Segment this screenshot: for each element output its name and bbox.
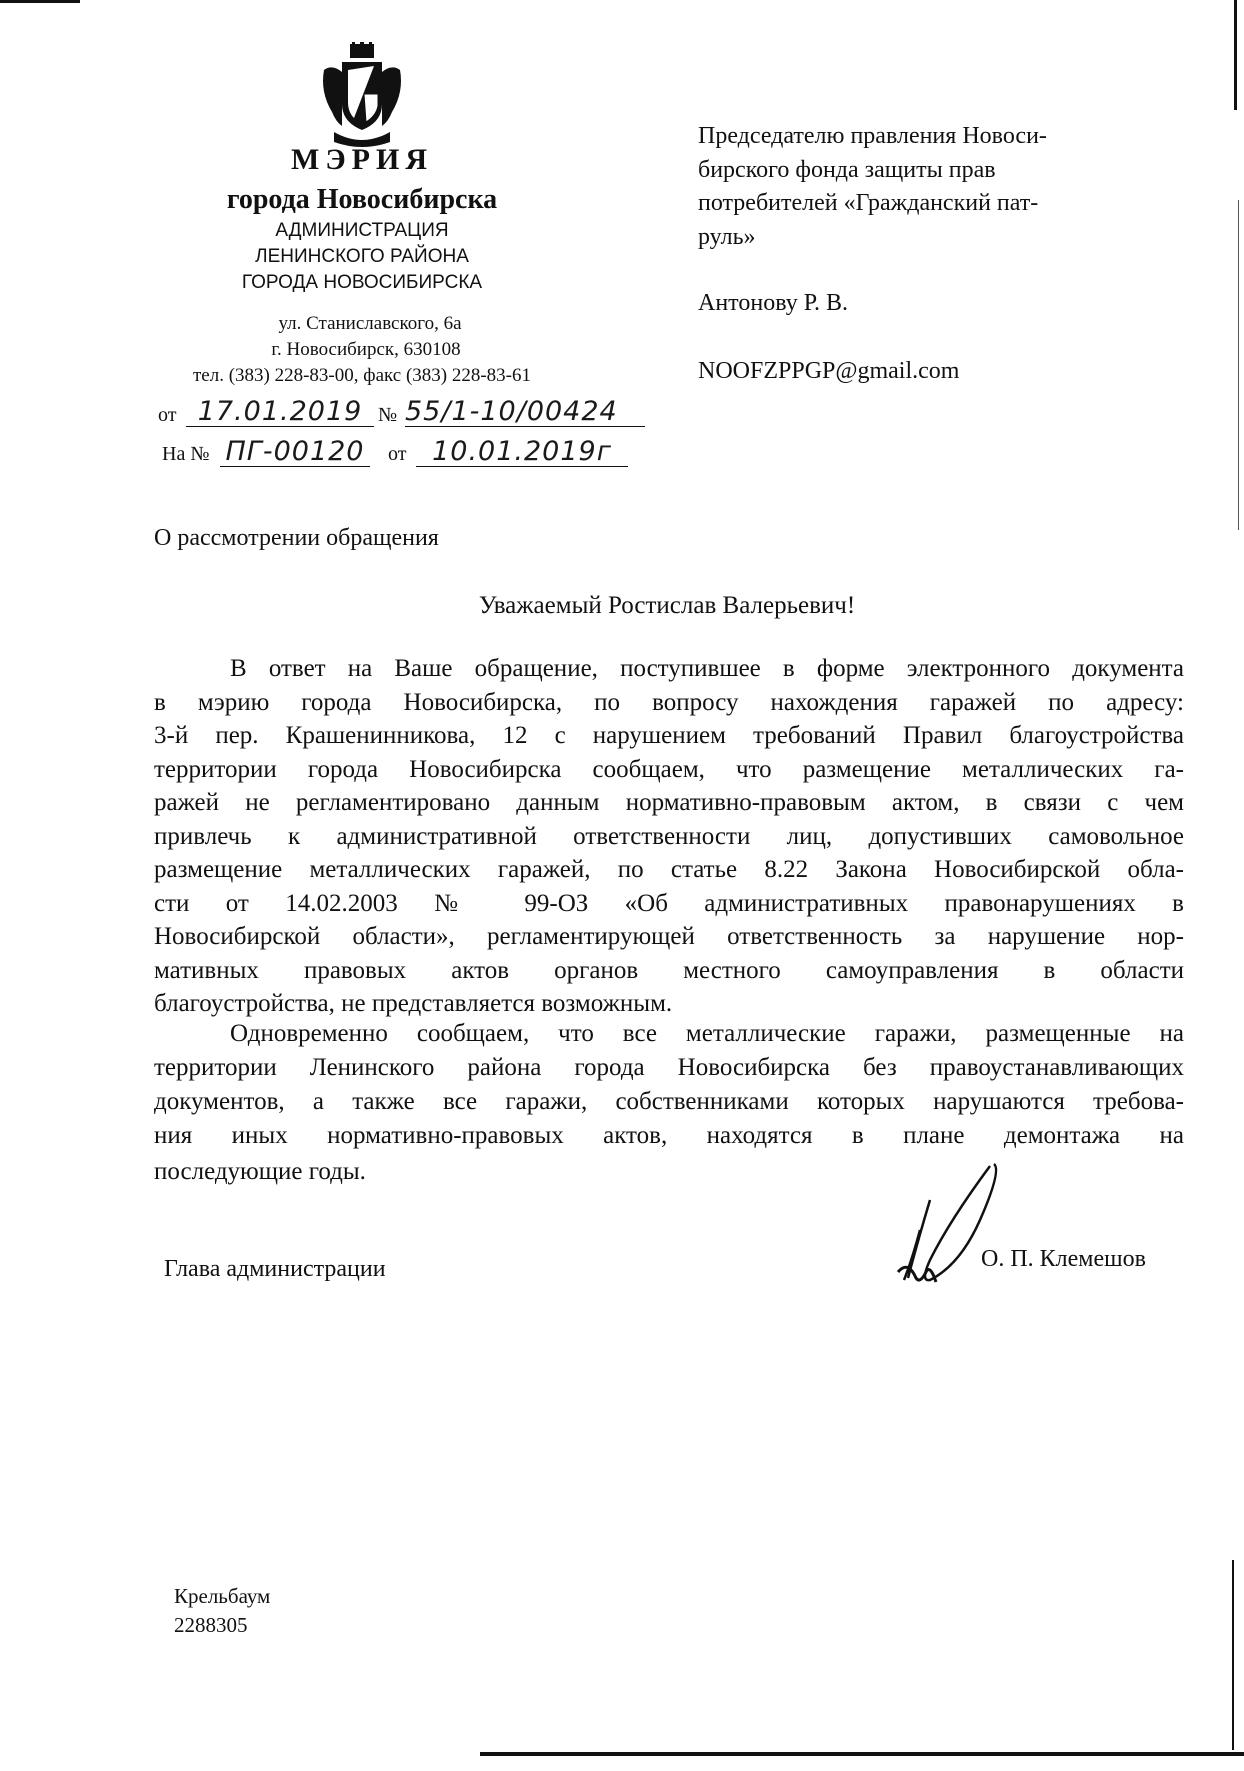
reply-number: ПГ-00120 — [220, 436, 370, 467]
body-line: В ответ на Ваше обращение, поступившее в форме электронного документа — [230, 655, 1184, 682]
letterhead-phone-line: тел. (383) 228-83-00, факс (383) 228-83-61 — [192, 365, 532, 386]
scan-edge-bottom — [480, 1752, 1244, 1756]
scan-edge-top-left — [0, 0, 80, 3]
letterhead-dept-line: ЛЕНИНСКОГО РАЙОНА — [255, 246, 469, 267]
executor-name: Крельбаум — [174, 1584, 271, 1608]
executor-phone: 2288305 — [174, 1613, 248, 1637]
body-line: территории города Новосибирска сообщаем, что размещение металлических га- — [154, 756, 1184, 783]
body-line: привлечь к административной ответственности лиц, допустивших самовольное — [154, 823, 1184, 850]
body-line: ния иных нормативно-правовых актов, находятся в плане демонтажа на — [154, 1122, 1184, 1149]
ref-from-label: от — [158, 404, 177, 426]
scan-edge-right-top — [1234, 0, 1237, 110]
body-line: документов, а также все гаражи, собственниками которых нарушаются требова- — [154, 1088, 1184, 1115]
body-line: в мэрию города Новосибирска, по вопросу нахождения гаражей по адресу: — [154, 689, 1184, 716]
recipient-name: Антонову Р. В. — [698, 290, 849, 316]
letterhead-address-line: г. Новосибирск, 630108 — [271, 339, 461, 360]
letterhead-dept-line: ГОРОДА НОВОСИБИРСКА — [241, 272, 483, 293]
reply-date: 10.01.2019г — [416, 436, 628, 467]
recipient-block — [698, 120, 1047, 254]
recipient-email: NOOFZPPGP@gmail.com — [698, 358, 960, 384]
recipient-line: руль» — [698, 223, 756, 250]
ref-date: 17.01.2019 — [186, 396, 374, 427]
recipient-line: Председателю правления Новоси- — [698, 123, 1047, 149]
subject: О рассмотрении обращения — [154, 525, 439, 551]
body-line: благоустройства, не представляется возможным. — [154, 990, 673, 1017]
letterhead-dept-line: АДМИНИСТРАЦИЯ — [275, 220, 449, 241]
body-line: размещение металлических гаражей, по статье 8.22 Закона Новосибирской обла- — [154, 856, 1184, 883]
body-line: территории Ленинского района города Новосибирска без правоустанавливающих — [154, 1054, 1184, 1081]
greeting: Уважаемый Ростислав Валерьевич! — [478, 592, 856, 619]
recipient-line: потребителей «Гражданский пат- — [698, 190, 1039, 216]
ref-number: 55/1-10/00424 — [405, 396, 645, 427]
body-line: ражей не регламентировано данным нормативно-правовым актом, в связи с чем — [154, 789, 1184, 816]
reply-no-label: На № — [162, 443, 210, 465]
body-line: Одновременно сообщаем, что все металлические гаражи, размещенные на — [230, 1020, 1184, 1047]
body-line: сти от 14.02.2003 № 99-ОЗ «Об административных правонарушениях в — [154, 890, 1184, 917]
signatory-name: О. П. Клемешов — [981, 1246, 1146, 1272]
coat-of-arms-icon — [318, 42, 406, 150]
body-line: 3-й пер. Крашенинникова, 12 с нарушением требований Правил благоустройства — [154, 722, 1184, 749]
letterhead-title: МЭРИЯ — [291, 143, 433, 176]
body-line: Новосибирской области», регламентирующей ответственность за нарушение нор- — [154, 923, 1184, 950]
body-line: последующие годы. — [154, 1158, 366, 1185]
body-line: мативных правовых актов органов местного самоуправления в области — [154, 957, 1184, 984]
recipient-line: бирского фонда защиты прав — [698, 156, 996, 183]
scan-edge-right — [1238, 200, 1239, 530]
letterhead-subtitle: города Новосибирска — [226, 184, 498, 215]
letterhead-address-line: ул. Станиславского, 6а — [278, 313, 462, 334]
reply-from-label: от — [388, 443, 407, 465]
scan-edge-right-bottom — [1232, 1560, 1234, 1750]
ref-no-label: № — [378, 404, 398, 426]
signatory-position: Глава администрации — [164, 1256, 386, 1282]
